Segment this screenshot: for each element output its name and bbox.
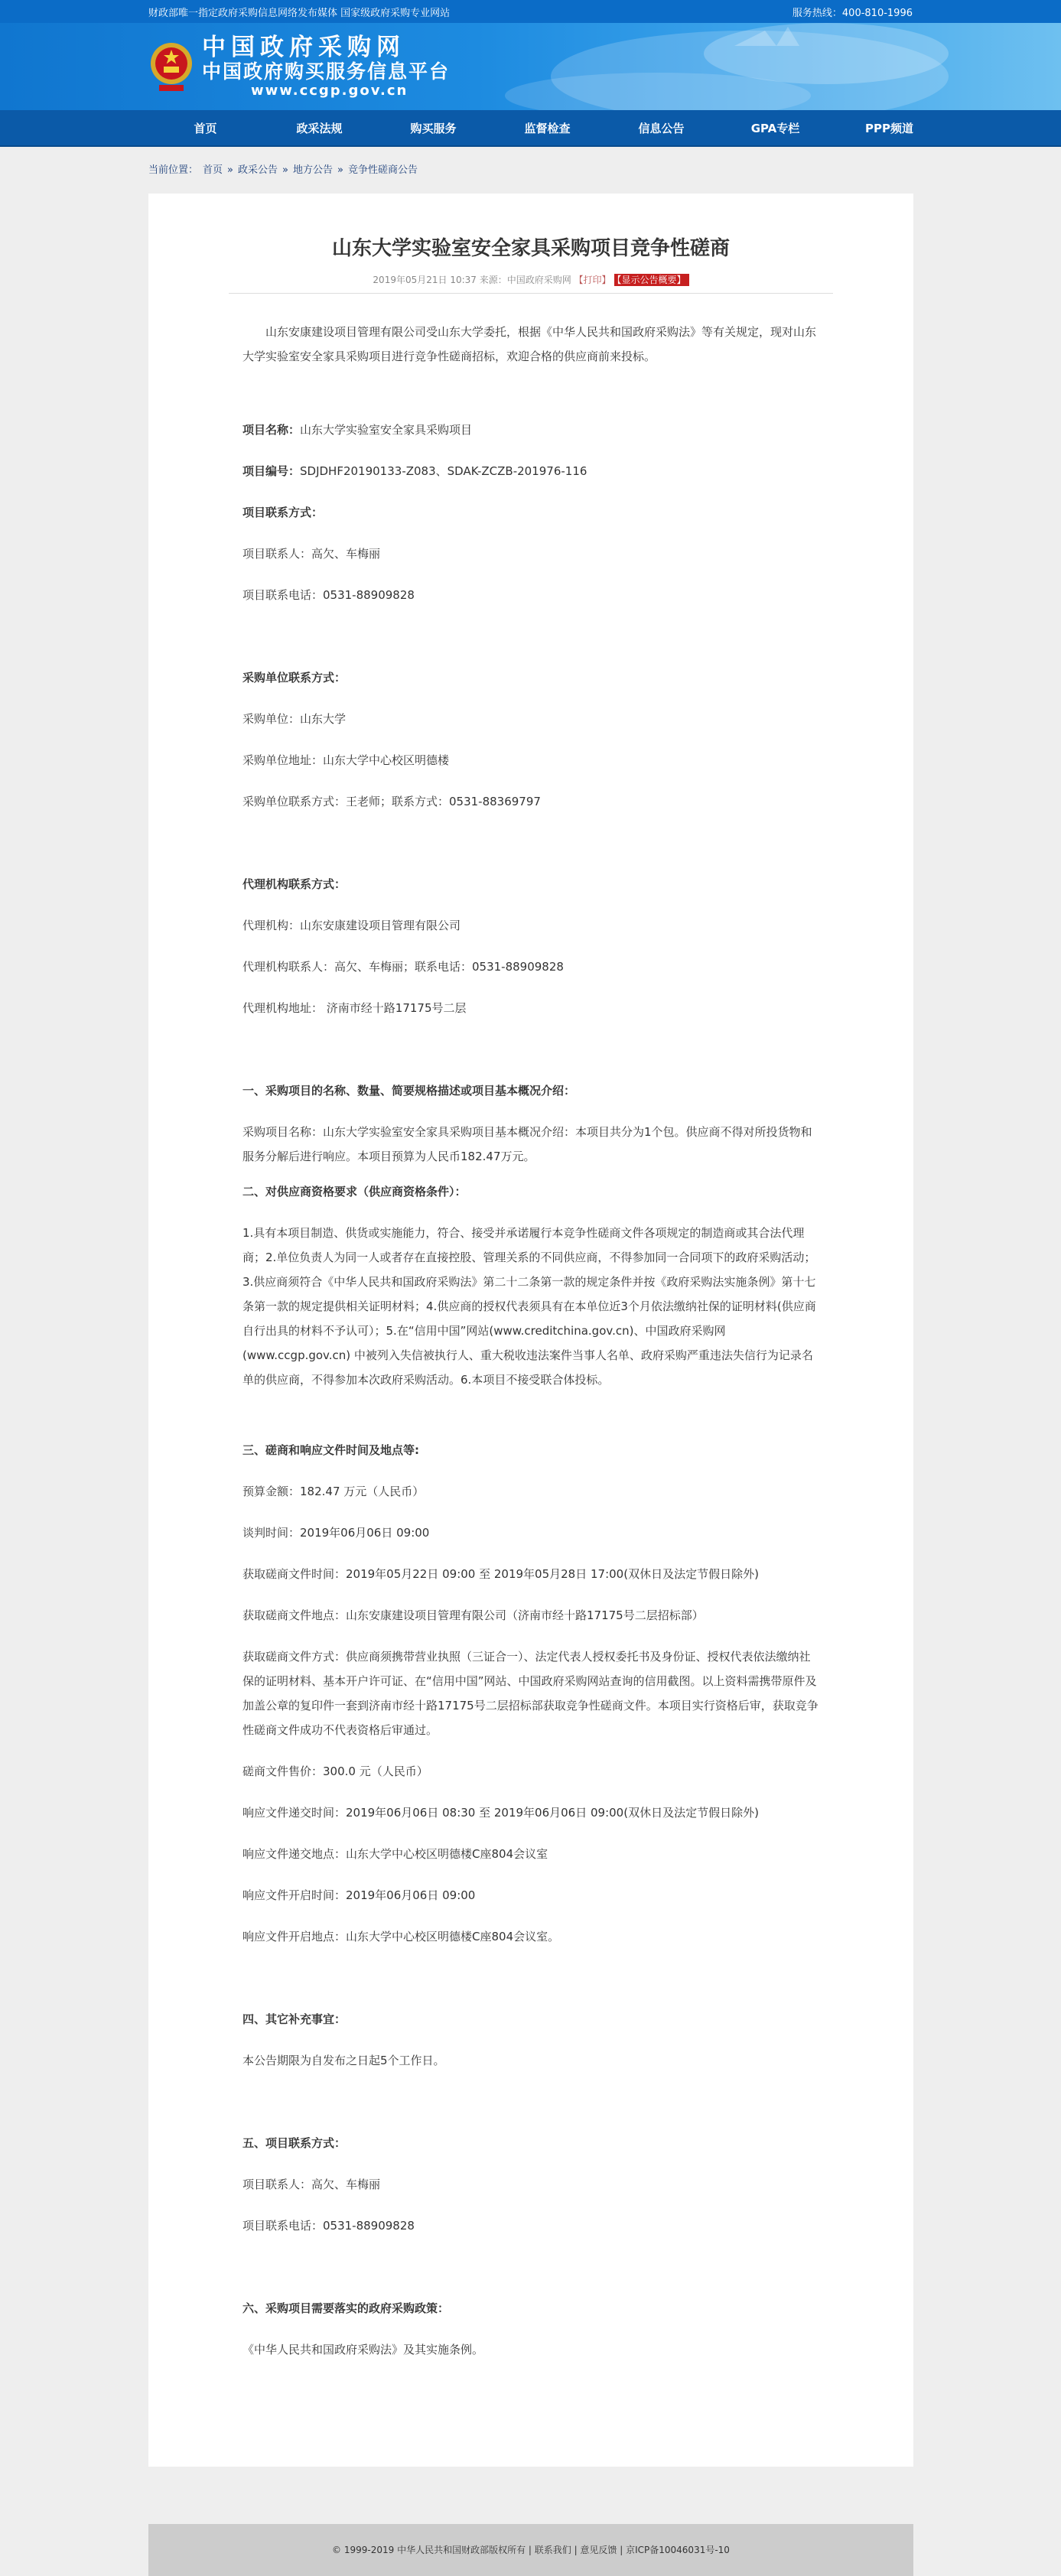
nav-announcements[interactable]: 信息公告	[638, 122, 685, 135]
breadcrumb	[0, 164, 1061, 177]
nav-supervision[interactable]: 监督检查	[524, 122, 571, 135]
breadcrumb-local-announcements[interactable]: 地方公告	[292, 164, 333, 176]
summary-toggle[interactable]: 【显示公告概要】	[614, 274, 689, 286]
breadcrumb-current[interactable]: 竞争性磋商公告	[347, 164, 418, 176]
article-body	[242, 320, 819, 2362]
intro-paragraph: 山东安康建设项目管理有限公司受山东大学委托，根据《中华人民共和国政府采购法》等有关规定，现对山东大学实验室安全家具采购项目进行竞争性磋商招标，欢迎合格的供应商前来投标。	[242, 325, 817, 363]
national-emblem-icon	[148, 39, 194, 94]
footer	[148, 2524, 913, 2576]
doc-obtain-place: 获取磋商文件地点：山东安康建设项目管理有限公司（济南市经十路17175号二层招标部）	[242, 1608, 704, 1622]
project-contact-phone: 项目联系电话：0531-88909828	[242, 588, 415, 602]
nav-home[interactable]: 首页	[194, 122, 217, 135]
site-subtitle: 中国政府购买服务信息平台	[202, 60, 451, 83]
nav-ppp[interactable]: PPP频道	[865, 122, 913, 135]
header-banner	[0, 23, 1061, 110]
agency-contact: 代理机构联系人：高欠、车梅丽；联系电话：0531-88909828	[242, 960, 564, 974]
submit-place: 响应文件递交地点：山东大学中心校区明德楼C座804会议室	[242, 1847, 548, 1861]
breadcrumb-home[interactable]: 首页	[203, 164, 223, 176]
article-panel	[148, 194, 913, 2467]
project-name: 项目名称：山东大学实验室安全家具采购项目	[242, 423, 473, 437]
doc-obtain-time: 获取磋商文件时间：2019年05月22日 09:00 至 2019年05月28日 17:00(双休日及法定节假日除外)	[242, 1567, 759, 1581]
submit-time: 响应文件递交时间：2019年06月06日 08:30 至 2019年06月06日 09:00(双休日及法定节假日除外)	[242, 1806, 759, 1820]
section-3-heading: 三、磋商和响应文件时间及地点等:	[242, 1443, 420, 1457]
project-contact-person: 项目联系人：高欠、车梅丽	[242, 547, 381, 561]
section-1-text: 采购项目名称：山东大学实验室安全家具采购项目基本概况介绍：本项目共分为1个包。供应商不得对所投货物和服务分解后进行响应。本项目预算为人民币182.47万元。	[242, 1125, 812, 1163]
article-title: 山东大学实验室安全家具采购项目竞争性磋商	[331, 237, 730, 260]
breadcrumb-sep: »	[227, 164, 233, 176]
buyer-contact: 采购单位联系方式：王老师；联系方式：0531-88369797	[242, 795, 541, 808]
project-contact-heading: 项目联系方式：	[242, 506, 324, 519]
section-2-text: 1.具有本项目制造、供货或实施能力，符合、接受并承诺履行本竞争性磋商文件各项规定的制造商或其合法代理商；2.单位负责人为同一人或者存在直接控股、管理关系的不同供应商，不得参加同一合同项下的政府采购活动；3.供应商须符合《中华人民共和国政府采购法》第二十二条第一款的规定条件并按《政府采购法实施条例》第十七条第一款的规定提供相关证明材料；4.供应商的授权代表须具有在本单位近3个月依法缴纳社保的证明材料(供应商自行出具的材料不予认可）；5.在“信用中国”网站(www.creditchina.gov.cn)、中国政府采购网(www.ccgp.gov.cn) 中被列入失信被执行人、重大税收违法案件当事人名单、政府采购严重违法失信行为记录名单的供应商，不得参加本次政府采购活动。6.本项目不接受联合体投标。	[242, 1226, 816, 1387]
clouds-decoration	[428, 23, 949, 110]
topbar	[0, 0, 1061, 23]
section-6-heading: 六、采购项目需要落实的政府采购政策：	[242, 2301, 450, 2315]
talk-time: 谈判时间：2019年06月06日 09:00	[242, 1526, 430, 1540]
article-meta	[148, 273, 913, 287]
doc-price: 磋商文件售价：300.0 元（人民币）	[242, 1764, 428, 1778]
section-5-heading: 五、项目联系方式：	[242, 2136, 347, 2150]
nav-gpa[interactable]: GPA专栏	[750, 122, 800, 135]
topbar-slogan: 财政部唯一指定政府采购信息网络发布媒体 国家级政府采购专业网站	[148, 7, 451, 19]
main-nav	[0, 110, 1061, 147]
agency-name: 代理机构：山东安康建设项目管理有限公司	[242, 919, 461, 932]
section-1-heading: 一、采购项目的名称、数量、简要规格描述或项目基本概况介绍：	[242, 1084, 576, 1098]
budget: 预算金额：182.47 万元（人民币）	[242, 1485, 425, 1498]
section-5-person: 项目联系人：高欠、车梅丽	[242, 2178, 381, 2191]
section-6-text: 《中华人民共和国政府采购法》及其实施条例。	[242, 2343, 484, 2356]
agency-heading: 代理机构联系方式：	[242, 877, 347, 891]
nav-regulations[interactable]: 政采法规	[296, 122, 343, 135]
breadcrumb-gov-announcements[interactable]: 政采公告	[238, 164, 278, 176]
section-4-text: 本公告期限为自发布之日起5个工作日。	[242, 2054, 445, 2067]
print-link[interactable]: 【打印】	[574, 275, 611, 285]
breadcrumb-sep: »	[282, 164, 288, 176]
meta-divider	[229, 293, 833, 294]
section-2-heading: 二、对供应商资格要求（供应商资格条件）：	[242, 1185, 467, 1199]
site-url: www.ccgp.gov.cn	[251, 83, 408, 99]
open-time: 响应文件开启时间：2019年06月06日 09:00	[242, 1888, 476, 1902]
project-number: 项目编号：SDJDHF20190133-Z083、SDAK-ZCZB-201976-116	[242, 464, 587, 478]
buyer-name: 采购单位：山东大学	[242, 712, 347, 726]
doc-obtain-method: 获取磋商文件方式：供应商须携带营业执照（三证合一）、法定代表人授权委托书及身份证、授权代表依法缴纳社保的证明材料、基本开户许可证、在“信用中国”网站、中国政府采购网站查询的信用截图。以上资料需携带原件及加盖公章的复印件一套到济南市经十路17175号二层招标部获取竞争性磋商文件。本项目实行资格后审，获取竞争性磋商文件成功不代表资格后审通过。	[242, 1650, 819, 1737]
section-5-phone: 项目联系电话：0531-88909828	[242, 2219, 415, 2233]
breadcrumb-label: 当前位置：	[148, 164, 199, 176]
agency-address: 代理机构地址： 济南市经十路17175号二层	[242, 1001, 467, 1015]
buyer-address: 采购单位地址：山东大学中心校区明德楼	[242, 753, 450, 767]
section-4-heading: 四、其它补充事宜：	[242, 2012, 347, 2026]
publish-info: 2019年05月21日 10:37 来源：中国政府采购网	[373, 275, 574, 285]
open-place: 响应文件开启地点：山东大学中心校区明德楼C座804会议室。	[242, 1930, 560, 1943]
service-hotline: 服务热线：400-810-1996	[792, 7, 913, 19]
buyer-heading: 采购单位联系方式：	[242, 671, 347, 685]
footer-text: © 1999-2019 中华人民共和国财政部版权所有 | 联系我们 | 意见反馈 | 京ICP备10046031号-10	[332, 2545, 730, 2555]
site-title: 中国政府采购网	[202, 34, 405, 61]
breadcrumb-sep: »	[337, 164, 343, 176]
nav-purchase-services[interactable]: 购买服务	[410, 122, 457, 135]
